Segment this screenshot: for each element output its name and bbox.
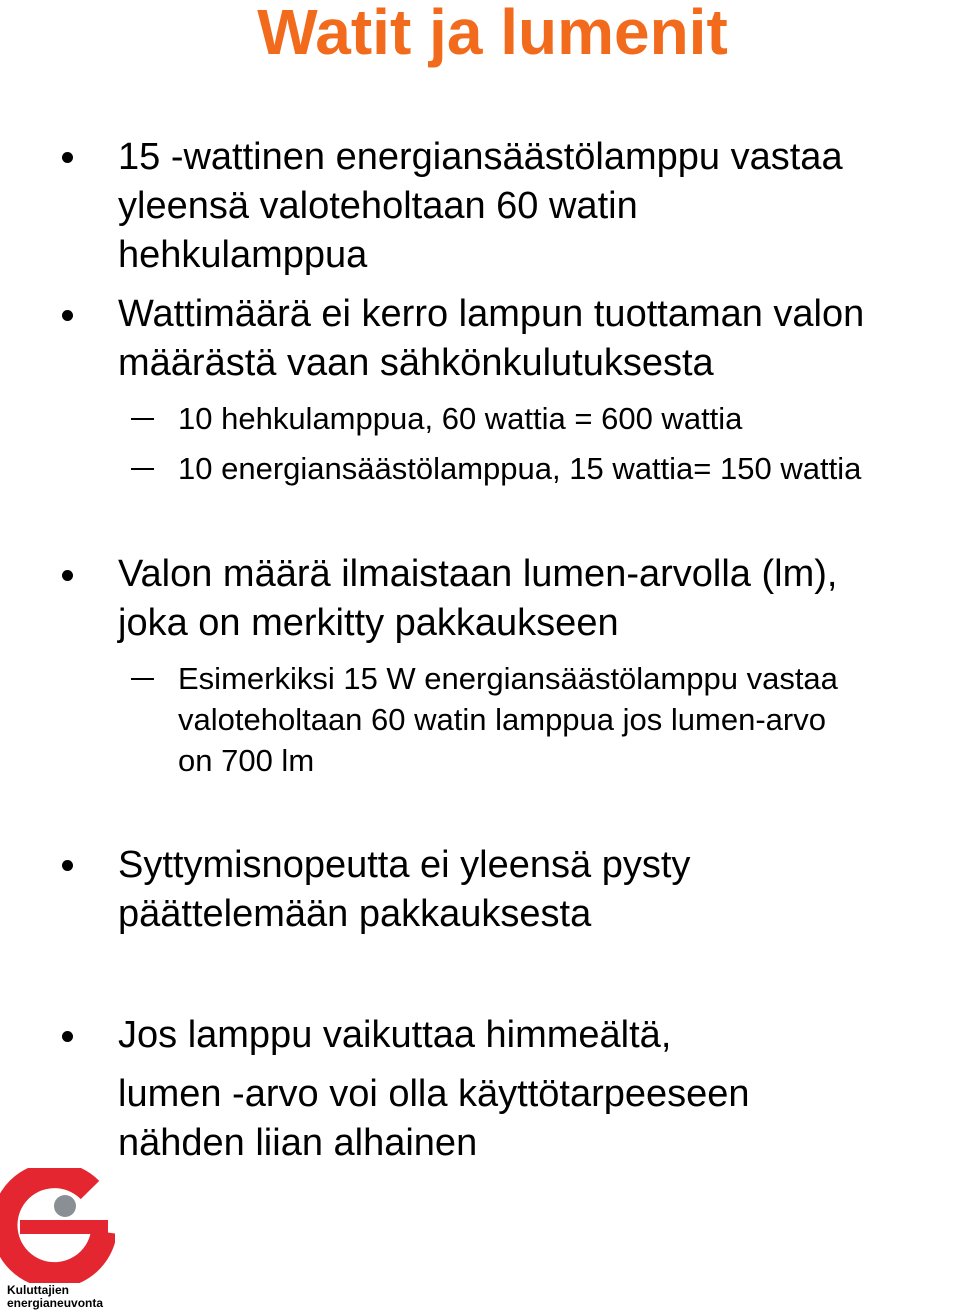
bullet-4-line-1: Syttymisnopeutta ei yleensä pysty	[118, 844, 691, 886]
dash-icon	[131, 418, 154, 420]
logo-e-icon	[0, 1168, 115, 1283]
bullet-3-sub-line-1: Esimerkiksi 15 W energiansäästölamppu vastaa	[178, 661, 838, 696]
bullet-3-line-1: Valon määrä ilmaistaan lumen-arvolla (lm),	[118, 553, 838, 595]
bullet-2-sub-2: 10 energiansäästölamppua, 15 wattia= 150 wattia	[178, 451, 862, 486]
bullet-text-5	[118, 1011, 750, 1168]
bullet-icon	[62, 860, 73, 871]
bullet-5-line-1: Jos lamppu vaikuttaa himmeältä,	[118, 1014, 672, 1056]
bullet-5-line-2: lumen -arvo voi olla käyttötarpeeseen	[118, 1073, 750, 1115]
bullet-2-sub-1: 10 hehkulamppua, 60 wattia = 600 wattia	[178, 401, 743, 436]
bullet-5-line-3: nähden liian alhainen	[118, 1122, 478, 1164]
bullet-2-line-1: Wattimäärä ei kerro lampun tuottaman valon	[118, 293, 865, 335]
bullet-icon	[62, 310, 73, 321]
bullet-3-sub	[178, 658, 838, 781]
kuluttajien-energianeuvonta-logo	[0, 1168, 115, 1310]
bullet-3-sub-line-3: on 700 lm	[178, 743, 315, 778]
bullet-1-line-3: hehkulamppua	[118, 234, 368, 276]
bullet-icon	[62, 570, 73, 581]
bullet-3-line-2: joka on merkitty pakkaukseen	[118, 602, 619, 644]
bullet-text-3	[118, 550, 837, 648]
bullet-icon	[62, 152, 73, 163]
bullet-text-4	[118, 841, 690, 939]
dash-icon	[131, 678, 154, 680]
bullet-text-1	[118, 133, 843, 280]
bullet-1-line-1: 15 -wattinen energiansäästölamppu vastaa	[118, 136, 843, 178]
bullet-1-line-2: yleensä valoteholtaan 60 watin	[118, 185, 638, 227]
bullet-icon	[62, 1031, 73, 1042]
dash-icon	[131, 468, 154, 470]
logo-text-line-1: Kuluttajien	[7, 1283, 69, 1297]
page-title: Watit ja lumenit	[257, 0, 728, 68]
bullet-2-line-2: määrästä vaan sähkönkulutuksesta	[118, 342, 714, 384]
logo-text-line-2: energianeuvonta	[7, 1296, 104, 1310]
bullet-3-sub-line-2: valoteholtaan 60 watin lamppua jos lumen-arvo	[178, 702, 826, 737]
bullet-4-line-2: päättelemään pakkauksesta	[118, 893, 592, 935]
bullet-text-2	[118, 290, 864, 388]
